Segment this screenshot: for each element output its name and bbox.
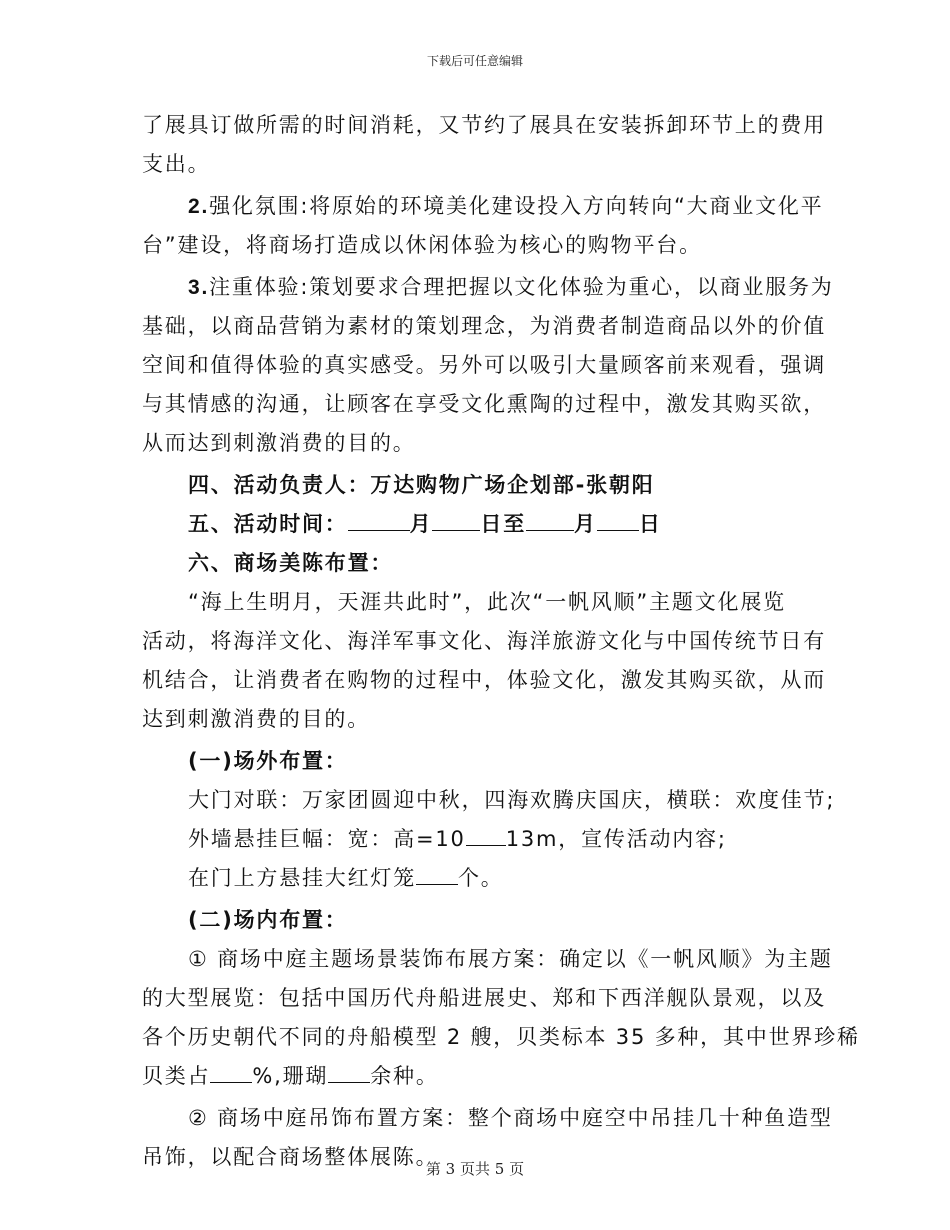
text-line: 台”建设，将商场打造成以休闲体验为核心的购物平台。: [142, 233, 702, 257]
text-segment: 个。: [458, 866, 504, 890]
text-line: “海上生明月，天涯共此时”，此次“一帆风顺”主题文化展览: [188, 590, 786, 614]
paragraph-point-3: [142, 268, 834, 307]
point-number: 2.: [188, 195, 210, 218]
text-segment: 在门上方悬挂大红灯笼: [188, 866, 416, 890]
text-segment: 贝类占: [142, 1064, 211, 1088]
text-line: 大门对联：万家团圆迎中秋，四海欢腾庆国庆，横联：欢度佳节;: [188, 788, 836, 812]
blank-line: [597, 508, 639, 531]
section-heading-5: [142, 505, 814, 544]
section-heading-4: 四、活动负责人：万达购物广场企划部-张朝阳: [188, 473, 655, 497]
heading-text: 月: [574, 512, 597, 536]
text-line: 达到刺激消费的目的。: [142, 707, 370, 731]
document-body: [142, 106, 860, 1177]
blank-line: [210, 1060, 252, 1083]
blank-line: [432, 508, 480, 531]
text-line: 空间和值得体验的真实感受。另外可以吸引大量顾客前来观看，强调: [142, 353, 826, 377]
text-line: 各个历史朝代不同的舟船模型 2 艘，贝类标本 35 多种，其中世界珍稀: [142, 1025, 860, 1049]
text-line: 基础，以商品营销为素材的策划理念，为消费者制造商品以外的价值: [142, 314, 826, 338]
heading-text: 日: [638, 512, 662, 536]
text-line: ② 商场中庭吊饰布置方案：整个商场中庭空中吊挂几十种鱼造型: [188, 1106, 833, 1130]
paragraph-point-2: [142, 187, 824, 226]
heading-text: 月: [409, 512, 433, 536]
blank-line: [348, 508, 410, 531]
text-line: 注重体验:策划要求合理把握以文化体验为重心，以商业服务为: [209, 275, 834, 299]
blank-line: [526, 508, 574, 531]
text-line: 了展具订做所需的时间消耗，又节约了展具在安装拆卸环节上的费用: [142, 113, 826, 137]
text-line: ① 商场中庭主题场景装饰布展方案：确定以《一帆风顺》为主题: [188, 947, 833, 971]
text-line: 支出。: [142, 152, 211, 176]
text-line: 机结合，让消费者在购物的过程中，体验文化，激发其购买欲，从而: [142, 668, 826, 692]
page-footer: 第 3 页共 5 页: [425, 1160, 525, 1178]
section-heading-6: 六、商场美陈布置：: [188, 551, 394, 575]
text-segment: 外墙悬挂巨幅：宽：高=10: [188, 827, 466, 851]
point-number: 3.: [188, 276, 210, 299]
text-line: 活动，将海洋文化、海洋军事文化、海洋旅游文化与中国传统节日有: [142, 629, 826, 653]
heading-text: 五、活动时间：: [188, 512, 348, 536]
text-line: [142, 859, 814, 898]
text-segment: %,珊瑚: [252, 1064, 329, 1088]
text-line: 吊饰，以配合商场整体展陈。: [142, 1145, 439, 1169]
text-line: 与其情感的沟通，让顾客在享受文化熏陶的过程中，激发其购买欲，: [142, 392, 826, 416]
blank-line: [328, 1060, 370, 1083]
heading-text: 日至: [480, 512, 527, 536]
text-line: [142, 1057, 814, 1096]
text-line: 强化氛围:将原始的环境美化建设投入方向转向“大商业文化平: [209, 194, 824, 218]
text-segment: 13m，宣传活动内容;: [505, 827, 727, 851]
subsection-heading-outdoor: (一)场外布置：: [188, 749, 348, 773]
blank-line: [466, 823, 506, 846]
blank-line: [416, 862, 458, 885]
text-line: [142, 820, 814, 859]
text-line: 从而达到刺激消费的目的。: [142, 431, 416, 455]
text-line: 的大型展览：包括中国历代舟船进展史、郑和下西洋舰队景观，以及: [142, 986, 826, 1010]
subsection-heading-indoor: (二)场内布置：: [188, 908, 348, 932]
page-header: 下载后可任意编辑: [426, 54, 523, 68]
text-segment: 余种。: [370, 1064, 439, 1088]
